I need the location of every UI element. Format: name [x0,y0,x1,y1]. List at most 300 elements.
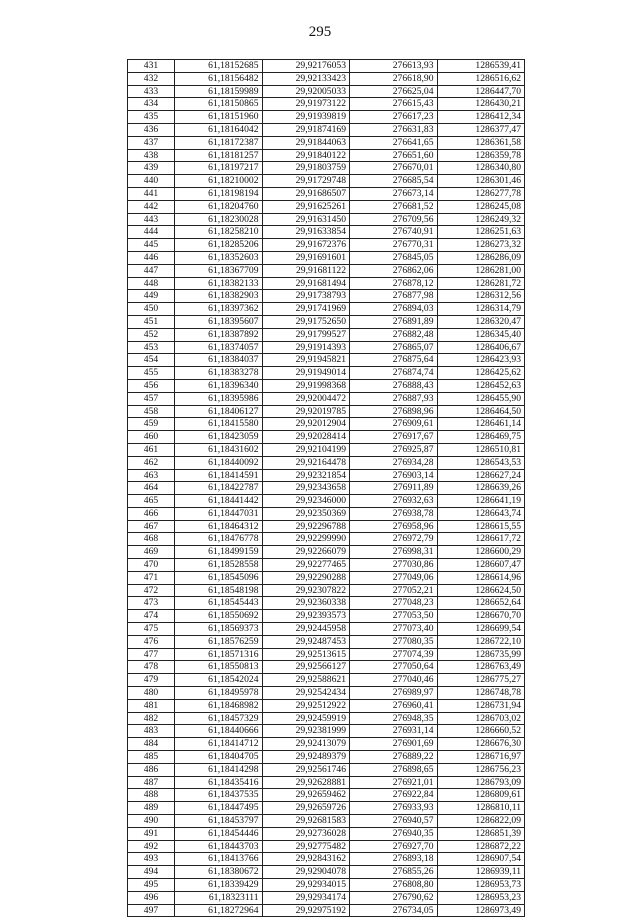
longitude-cell: 29,92381999 [262,725,350,738]
y-coordinate-cell: 1286731,94 [437,699,525,712]
point-number-cell: 467 [128,520,175,533]
table-row [128,648,525,661]
point-number-cell: 472 [128,584,175,597]
longitude-cell: 29,92843162 [262,853,350,866]
x-coordinate-cell: 276685,54 [350,175,438,188]
point-number-cell: 438 [128,149,175,162]
point-number-cell: 476 [128,635,175,648]
point-number-cell: 482 [128,712,175,725]
y-coordinate-cell: 1286607,47 [437,559,525,572]
latitude-cell: 61,18382903 [175,290,263,303]
point-number-cell: 468 [128,533,175,546]
table-row [128,712,525,725]
latitude-cell: 61,18468982 [175,699,263,712]
x-coordinate-cell: 276734,05 [350,904,438,917]
table-row [128,802,525,815]
table-row [128,111,525,124]
point-number-cell: 459 [128,418,175,431]
latitude-cell: 61,18395986 [175,392,263,405]
y-coordinate-cell: 1286775,27 [437,674,525,687]
point-number-cell: 485 [128,751,175,764]
table-row [128,853,525,866]
x-coordinate-cell: 276888,43 [350,379,438,392]
longitude-cell: 29,91874169 [262,123,350,136]
y-coordinate-cell: 1286286,09 [437,251,525,264]
longitude-cell: 29,92904078 [262,866,350,879]
longitude-cell: 29,92133423 [262,72,350,85]
table-row [128,405,525,418]
latitude-cell: 61,18404705 [175,751,263,764]
coordinates-table [127,59,525,917]
latitude-cell: 61,18172387 [175,136,263,149]
latitude-cell: 61,18285206 [175,239,263,252]
table-row [128,879,525,892]
latitude-cell: 61,18440666 [175,725,263,738]
y-coordinate-cell: 1286406,67 [437,341,525,354]
table-row [128,815,525,828]
point-number-cell: 453 [128,341,175,354]
y-coordinate-cell: 1286430,21 [437,98,525,111]
y-coordinate-cell: 1286809,61 [437,789,525,802]
latitude-cell: 61,18423059 [175,431,263,444]
longitude-cell: 29,92343658 [262,482,350,495]
y-coordinate-cell: 1286312,56 [437,290,525,303]
table-row [128,251,525,264]
latitude-cell: 61,18159989 [175,85,263,98]
point-number-cell: 469 [128,546,175,559]
table-row [128,328,525,341]
point-number-cell: 495 [128,879,175,892]
point-number-cell: 479 [128,674,175,687]
longitude-cell: 29,91945821 [262,354,350,367]
latitude-cell: 61,18443703 [175,840,263,853]
x-coordinate-cell: 276878,12 [350,277,438,290]
latitude-cell: 61,18367709 [175,264,263,277]
latitude-cell: 61,18323111 [175,891,263,904]
longitude-cell: 29,91686507 [262,187,350,200]
table-row [128,98,525,111]
table-row [128,763,525,776]
point-number-cell: 496 [128,891,175,904]
table-row [128,559,525,572]
longitude-cell: 29,92659462 [262,789,350,802]
latitude-cell: 61,18395607 [175,315,263,328]
table-row [128,379,525,392]
table-row [128,175,525,188]
latitude-cell: 61,18384037 [175,354,263,367]
latitude-cell: 61,18383278 [175,367,263,380]
x-coordinate-cell: 276958,96 [350,520,438,533]
table-row [128,597,525,610]
longitude-cell: 29,92290288 [262,571,350,584]
table-row [128,623,525,636]
point-number-cell: 461 [128,443,175,456]
y-coordinate-cell: 1286452,63 [437,379,525,392]
table-row [128,751,525,764]
table-row [128,354,525,367]
table-row [128,123,525,136]
table-row [128,699,525,712]
x-coordinate-cell: 276891,89 [350,315,438,328]
table-row [128,469,525,482]
table-row [128,187,525,200]
longitude-cell: 29,91752650 [262,315,350,328]
longitude-cell: 29,92346000 [262,495,350,508]
table-row [128,85,525,98]
point-number-cell: 454 [128,354,175,367]
point-number-cell: 448 [128,277,175,290]
x-coordinate-cell: 277030,86 [350,559,438,572]
latitude-cell: 61,18437535 [175,789,263,802]
latitude-cell: 61,18548198 [175,584,263,597]
longitude-cell: 29,92176053 [262,60,350,73]
x-coordinate-cell: 276903,14 [350,469,438,482]
longitude-cell: 29,91949014 [262,367,350,380]
point-number-cell: 471 [128,571,175,584]
x-coordinate-cell: 276670,01 [350,162,438,175]
point-number-cell: 494 [128,866,175,879]
point-number-cell: 487 [128,776,175,789]
x-coordinate-cell: 277040,46 [350,674,438,687]
table-row [128,315,525,328]
x-coordinate-cell: 276615,43 [350,98,438,111]
latitude-cell: 61,18550813 [175,661,263,674]
latitude-cell: 61,18431602 [175,443,263,456]
y-coordinate-cell: 1286539,41 [437,60,525,73]
x-coordinate-cell: 276932,63 [350,495,438,508]
point-number-cell: 481 [128,699,175,712]
y-coordinate-cell: 1286703,02 [437,712,525,725]
latitude-cell: 61,18476778 [175,533,263,546]
longitude-cell: 29,91681494 [262,277,350,290]
longitude-cell: 29,92487453 [262,635,350,648]
latitude-cell: 61,18164042 [175,123,263,136]
x-coordinate-cell: 276901,69 [350,738,438,751]
table-row [128,162,525,175]
x-coordinate-cell: 277074,39 [350,648,438,661]
x-coordinate-cell: 276921,01 [350,776,438,789]
point-number-cell: 464 [128,482,175,495]
x-coordinate-cell: 277050,64 [350,661,438,674]
y-coordinate-cell: 1286810,11 [437,802,525,815]
latitude-cell: 61,18422787 [175,482,263,495]
longitude-cell: 29,92975192 [262,904,350,917]
y-coordinate-cell: 1286953,73 [437,879,525,892]
y-coordinate-cell: 1286281,72 [437,277,525,290]
latitude-cell: 61,18151960 [175,111,263,124]
point-number-cell: 457 [128,392,175,405]
y-coordinate-cell: 1286735,99 [437,648,525,661]
latitude-cell: 61,18414712 [175,738,263,751]
x-coordinate-cell: 276709,56 [350,213,438,226]
point-number-cell: 460 [128,431,175,444]
x-coordinate-cell: 276790,62 [350,891,438,904]
table-row [128,610,525,623]
point-number-cell: 436 [128,123,175,136]
x-coordinate-cell: 276808,80 [350,879,438,892]
table-row [128,891,525,904]
point-number-cell: 451 [128,315,175,328]
latitude-cell: 61,18542024 [175,674,263,687]
longitude-cell: 29,92296788 [262,520,350,533]
latitude-cell: 61,18181257 [175,149,263,162]
latitude-cell: 61,18571316 [175,648,263,661]
y-coordinate-cell: 1286281,00 [437,264,525,277]
x-coordinate-cell: 276882,48 [350,328,438,341]
latitude-cell: 61,18550692 [175,610,263,623]
table-row [128,213,525,226]
y-coordinate-cell: 1286377,47 [437,123,525,136]
y-coordinate-cell: 1286615,55 [437,520,525,533]
longitude-cell: 29,91681122 [262,264,350,277]
x-coordinate-cell: 276938,78 [350,507,438,520]
y-coordinate-cell: 1286699,54 [437,623,525,636]
point-number-cell: 475 [128,623,175,636]
y-coordinate-cell: 1286510,81 [437,443,525,456]
longitude-cell: 29,92164478 [262,456,350,469]
point-number-cell: 443 [128,213,175,226]
table-row [128,72,525,85]
point-number-cell: 441 [128,187,175,200]
longitude-cell: 29,92736028 [262,827,350,840]
x-coordinate-cell: 276898,65 [350,763,438,776]
x-coordinate-cell: 277080,35 [350,635,438,648]
y-coordinate-cell: 1286907,54 [437,853,525,866]
x-coordinate-cell: 276917,67 [350,431,438,444]
latitude-cell: 61,18406127 [175,405,263,418]
point-number-cell: 456 [128,379,175,392]
longitude-cell: 29,92512922 [262,699,350,712]
longitude-cell: 29,92028414 [262,431,350,444]
y-coordinate-cell: 1286455,90 [437,392,525,405]
longitude-cell: 29,92413079 [262,738,350,751]
latitude-cell: 61,18339429 [175,879,263,892]
latitude-cell: 61,18397362 [175,303,263,316]
point-number-cell: 452 [128,328,175,341]
point-number-cell: 490 [128,815,175,828]
latitude-cell: 61,18414591 [175,469,263,482]
point-number-cell: 465 [128,495,175,508]
latitude-cell: 61,18545096 [175,571,263,584]
x-coordinate-cell: 276925,87 [350,443,438,456]
latitude-cell: 61,18435416 [175,776,263,789]
longitude-cell: 29,92561746 [262,763,350,776]
table-row [128,341,525,354]
table-row [128,866,525,879]
longitude-cell: 29,91939819 [262,111,350,124]
table-row [128,495,525,508]
y-coordinate-cell: 1286639,26 [437,482,525,495]
longitude-cell: 29,92350369 [262,507,350,520]
y-coordinate-cell: 1286676,30 [437,738,525,751]
point-number-cell: 474 [128,610,175,623]
y-coordinate-cell: 1286953,23 [437,891,525,904]
point-number-cell: 488 [128,789,175,802]
y-coordinate-cell: 1286851,39 [437,827,525,840]
point-number-cell: 437 [128,136,175,149]
point-number-cell: 450 [128,303,175,316]
table-row [128,507,525,520]
y-coordinate-cell: 1286425,62 [437,367,525,380]
y-coordinate-cell: 1286245,08 [437,200,525,213]
y-coordinate-cell: 1286822,09 [437,815,525,828]
longitude-cell: 29,92659726 [262,802,350,815]
latitude-cell: 61,18414298 [175,763,263,776]
table-row [128,226,525,239]
y-coordinate-cell: 1286872,22 [437,840,525,853]
x-coordinate-cell: 277053,50 [350,610,438,623]
point-number-cell: 434 [128,98,175,111]
x-coordinate-cell: 276641,65 [350,136,438,149]
x-coordinate-cell: 276617,23 [350,111,438,124]
page-number: 295 [308,24,332,40]
longitude-cell: 29,91672376 [262,239,350,252]
y-coordinate-cell: 1286652,64 [437,597,525,610]
table-row [128,827,525,840]
point-number-cell: 442 [128,200,175,213]
y-coordinate-cell: 1286716,97 [437,751,525,764]
x-coordinate-cell: 276865,07 [350,341,438,354]
point-number-cell: 433 [128,85,175,98]
x-coordinate-cell: 276909,61 [350,418,438,431]
y-coordinate-cell: 1286423,93 [437,354,525,367]
y-coordinate-cell: 1286763,49 [437,661,525,674]
point-number-cell: 463 [128,469,175,482]
longitude-cell: 29,91741969 [262,303,350,316]
latitude-cell: 61,18382133 [175,277,263,290]
x-coordinate-cell: 276875,64 [350,354,438,367]
point-number-cell: 432 [128,72,175,85]
table-row [128,687,525,700]
y-coordinate-cell: 1286277,78 [437,187,525,200]
latitude-cell: 61,18415580 [175,418,263,431]
latitude-cell: 61,18457329 [175,712,263,725]
x-coordinate-cell: 276940,35 [350,827,438,840]
longitude-cell: 29,92307822 [262,584,350,597]
x-coordinate-cell: 276934,28 [350,456,438,469]
point-number-cell: 444 [128,226,175,239]
point-number-cell: 491 [128,827,175,840]
latitude-cell: 61,18447495 [175,802,263,815]
y-coordinate-cell: 1286627,24 [437,469,525,482]
table-row [128,367,525,380]
longitude-cell: 29,91625261 [262,200,350,213]
y-coordinate-cell: 1286301,46 [437,175,525,188]
point-number-cell: 497 [128,904,175,917]
y-coordinate-cell: 1286939,11 [437,866,525,879]
latitude-cell: 61,18413766 [175,853,263,866]
table-row [128,264,525,277]
latitude-cell: 61,18230028 [175,213,263,226]
latitude-cell: 61,18447031 [175,507,263,520]
longitude-cell: 29,91633854 [262,226,350,239]
y-coordinate-cell: 1286340,80 [437,162,525,175]
y-coordinate-cell: 1286345,40 [437,328,525,341]
x-coordinate-cell: 276948,35 [350,712,438,725]
x-coordinate-cell: 277049,06 [350,571,438,584]
latitude-cell: 61,18150865 [175,98,263,111]
longitude-cell: 29,92445958 [262,623,350,636]
x-coordinate-cell: 276922,84 [350,789,438,802]
table-row [128,674,525,687]
latitude-cell: 61,18454446 [175,827,263,840]
x-coordinate-cell: 276989,97 [350,687,438,700]
y-coordinate-cell: 1286461,14 [437,418,525,431]
x-coordinate-cell: 276770,31 [350,239,438,252]
y-coordinate-cell: 1286973,49 [437,904,525,917]
y-coordinate-cell: 1286614,96 [437,571,525,584]
longitude-cell: 29,91973122 [262,98,350,111]
x-coordinate-cell: 276889,22 [350,751,438,764]
longitude-cell: 29,91799527 [262,328,350,341]
point-number-cell: 470 [128,559,175,572]
x-coordinate-cell: 276898,96 [350,405,438,418]
y-coordinate-cell: 1286756,23 [437,763,525,776]
x-coordinate-cell: 276960,41 [350,699,438,712]
y-coordinate-cell: 1286641,19 [437,495,525,508]
longitude-cell: 29,92542434 [262,687,350,700]
x-coordinate-cell: 276855,26 [350,866,438,879]
longitude-cell: 29,92681583 [262,815,350,828]
table-row [128,149,525,162]
longitude-cell: 29,92299990 [262,533,350,546]
y-coordinate-cell: 1286670,70 [437,610,525,623]
latitude-cell: 61,18352603 [175,251,263,264]
table-row [128,571,525,584]
y-coordinate-cell: 1286251,63 [437,226,525,239]
longitude-cell: 29,91729748 [262,175,350,188]
latitude-cell: 61,18453797 [175,815,263,828]
point-number-cell: 455 [128,367,175,380]
table-row [128,431,525,444]
latitude-cell: 61,18441442 [175,495,263,508]
longitude-cell: 29,92628881 [262,776,350,789]
longitude-cell: 29,91803759 [262,162,350,175]
table-row [128,392,525,405]
x-coordinate-cell: 277048,23 [350,597,438,610]
y-coordinate-cell: 1286643,74 [437,507,525,520]
longitude-cell: 29,92566127 [262,661,350,674]
latitude-cell: 61,18528558 [175,559,263,572]
point-number-cell: 473 [128,597,175,610]
table-row [128,789,525,802]
x-coordinate-cell: 276887,93 [350,392,438,405]
longitude-cell: 29,92775482 [262,840,350,853]
table-row [128,635,525,648]
longitude-cell: 29,92104199 [262,443,350,456]
latitude-cell: 61,18576259 [175,635,263,648]
table-row [128,546,525,559]
x-coordinate-cell: 276931,14 [350,725,438,738]
longitude-cell: 29,91840122 [262,149,350,162]
x-coordinate-cell: 276927,70 [350,840,438,853]
point-number-cell: 477 [128,648,175,661]
y-coordinate-cell: 1286660,52 [437,725,525,738]
x-coordinate-cell: 276862,06 [350,264,438,277]
y-coordinate-cell: 1286600,29 [437,546,525,559]
latitude-cell: 61,18210002 [175,175,263,188]
table-row [128,303,525,316]
x-coordinate-cell: 276673,14 [350,187,438,200]
latitude-cell: 61,18258210 [175,226,263,239]
point-number-cell: 458 [128,405,175,418]
y-coordinate-cell: 1286273,32 [437,239,525,252]
table-row [128,738,525,751]
latitude-cell: 61,18495978 [175,687,263,700]
x-coordinate-cell: 276625,04 [350,85,438,98]
point-number-cell: 462 [128,456,175,469]
latitude-cell: 61,18499159 [175,546,263,559]
